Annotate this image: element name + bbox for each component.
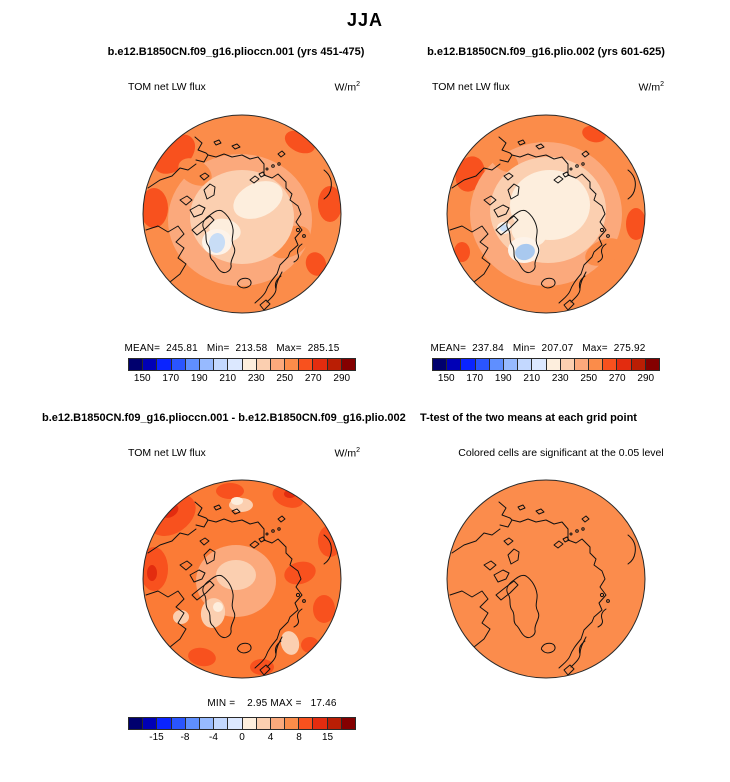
panel-header-top-right: b.e12.B1850CN.f09_g16.plio.002 (yrs 601-625) bbox=[427, 46, 665, 58]
colorbar-cell bbox=[213, 359, 227, 370]
map-top-right bbox=[444, 112, 648, 316]
map-top-left bbox=[140, 112, 344, 316]
colorbar-cell bbox=[142, 359, 156, 370]
colorbar-tick-label: 190 bbox=[190, 373, 208, 384]
colorbar-cell bbox=[460, 359, 474, 370]
colorbar-cell bbox=[645, 359, 659, 370]
colorbar-cell bbox=[270, 718, 284, 729]
stats-bottom-left: MIN = 2.95 MAX = 17.46 bbox=[207, 698, 337, 709]
colorbar-cell bbox=[312, 718, 326, 729]
colorbar-cell bbox=[171, 718, 185, 729]
variable-label: TOM net LW flux bbox=[128, 81, 206, 93]
colorbar-tick-label: 150 bbox=[437, 373, 455, 384]
colorbar-cell bbox=[489, 359, 503, 370]
colorbar-cell bbox=[156, 359, 170, 370]
colorbar-cell bbox=[446, 359, 460, 370]
colorbar-ticks bbox=[128, 371, 356, 385]
colorbar-cell bbox=[142, 718, 156, 729]
colorbar-cells bbox=[432, 358, 660, 371]
colorbar-cell bbox=[327, 718, 341, 729]
colorbar-tick-label: 230 bbox=[551, 373, 569, 384]
panel-header-bottom-left: b.e12.B1850CN.f09_g16.plioccn.001 - b.e12.B1850CN.f09_g16.plio.002 bbox=[42, 412, 406, 424]
colorbar-cell bbox=[156, 718, 170, 729]
colorbar-cell bbox=[503, 359, 517, 370]
colorbar-cell bbox=[312, 359, 326, 370]
colorbar-ticks bbox=[128, 730, 356, 744]
colorbar-cell bbox=[616, 359, 630, 370]
colorbar-cell bbox=[129, 359, 142, 370]
stats-top-right: MEAN= 237.84 Min= 207.07 Max= 275.92 bbox=[430, 343, 646, 354]
colorbar-cell bbox=[185, 359, 199, 370]
colorbar-cell bbox=[199, 359, 213, 370]
colorbar-cell bbox=[531, 359, 545, 370]
colorbar-cells bbox=[128, 358, 356, 371]
colorbar-cell bbox=[341, 359, 355, 370]
colorbar-bottom-left bbox=[128, 717, 356, 744]
colorbar-tick-label: 4 bbox=[267, 732, 274, 743]
colorbar-cell bbox=[327, 359, 341, 370]
colorbar-cell bbox=[602, 359, 616, 370]
colorbar-tick-label: 290 bbox=[333, 373, 351, 384]
sublabel-top-right bbox=[432, 81, 664, 94]
colorbar-cell bbox=[284, 359, 298, 370]
colorbar-tick-label: 170 bbox=[466, 373, 484, 384]
colorbar-cell bbox=[341, 718, 355, 729]
colorbar-cell bbox=[433, 359, 446, 370]
colorbar-ticks bbox=[432, 371, 660, 385]
units-label: $W/m^2$ bbox=[334, 81, 360, 94]
colorbar-tick-label: 15 bbox=[321, 732, 334, 743]
colorbar-tick-label: -15 bbox=[149, 732, 164, 743]
colorbar-tick-label: 270 bbox=[304, 373, 322, 384]
map-bottom-right bbox=[444, 477, 648, 681]
colorbar-tick-label: 190 bbox=[494, 373, 512, 384]
colorbar-cell bbox=[298, 718, 312, 729]
colorbar-cell bbox=[242, 359, 256, 370]
colorbar-cell bbox=[270, 359, 284, 370]
significance-note: Colored cells are significant at the 0.05 level bbox=[458, 447, 664, 459]
colorbar-cell bbox=[129, 718, 142, 729]
map-bottom-left bbox=[140, 477, 344, 681]
colorbar-cell bbox=[475, 359, 489, 370]
colorbar-cell bbox=[560, 359, 574, 370]
colorbar-cell bbox=[517, 359, 531, 370]
colorbar-tick-label: -4 bbox=[209, 732, 218, 743]
colorbar-cell bbox=[284, 718, 298, 729]
colorbar-cell bbox=[588, 359, 602, 370]
colorbar-tick-label: 270 bbox=[608, 373, 626, 384]
colorbar-top-left bbox=[128, 358, 356, 385]
colorbar-cell bbox=[171, 359, 185, 370]
colorbar-cell bbox=[199, 718, 213, 729]
colorbar-tick-label: 210 bbox=[219, 373, 237, 384]
colorbar-cell bbox=[185, 718, 199, 729]
colorbar-tick-label: 8 bbox=[296, 732, 302, 743]
colorbar-cell bbox=[213, 718, 227, 729]
units-label: $W/m^2$ bbox=[334, 447, 360, 460]
colorbar-cell bbox=[298, 359, 312, 370]
units-label: $W/m^2$ bbox=[638, 81, 664, 94]
colorbar-cell bbox=[574, 359, 588, 370]
colorbar-cell bbox=[631, 359, 645, 370]
colorbar-cell bbox=[227, 718, 241, 729]
colorbar-cell bbox=[242, 718, 256, 729]
colorbar-cell bbox=[546, 359, 560, 370]
variable-label: TOM net LW flux bbox=[432, 81, 510, 93]
stats-top-left: MEAN= 245.81 Min= 213.58 Max= 285.15 bbox=[124, 343, 340, 354]
colorbar-cells bbox=[128, 717, 356, 730]
colorbar-tick-label: 170 bbox=[162, 373, 180, 384]
colorbar-cell bbox=[227, 359, 241, 370]
colorbar-tick-label: -8 bbox=[180, 732, 190, 743]
colorbar-cell bbox=[256, 718, 270, 729]
colorbar-tick-label: 250 bbox=[580, 373, 598, 384]
variable-label: TOM net LW flux bbox=[128, 447, 206, 459]
panel-header-top-left: b.e12.B1850CN.f09_g16.plioccn.001 (yrs 451-475) bbox=[107, 46, 365, 58]
colorbar-top-right bbox=[432, 358, 660, 385]
sublabel-bottom-left bbox=[128, 447, 360, 460]
panel-header-bottom-right: T-test of the two means at each grid point bbox=[420, 412, 637, 424]
figure-title: JJA bbox=[346, 10, 384, 30]
colorbar-tick-label: 0 bbox=[239, 732, 245, 743]
sublabel-top-left bbox=[128, 81, 360, 94]
colorbar-tick-label: 210 bbox=[523, 373, 541, 384]
colorbar-tick-label: 150 bbox=[133, 373, 151, 384]
colorbar-tick-label: 290 bbox=[637, 373, 655, 384]
colorbar-cell bbox=[256, 359, 270, 370]
colorbar-tick-label: 230 bbox=[247, 373, 265, 384]
colorbar-tick-label: 250 bbox=[276, 373, 294, 384]
